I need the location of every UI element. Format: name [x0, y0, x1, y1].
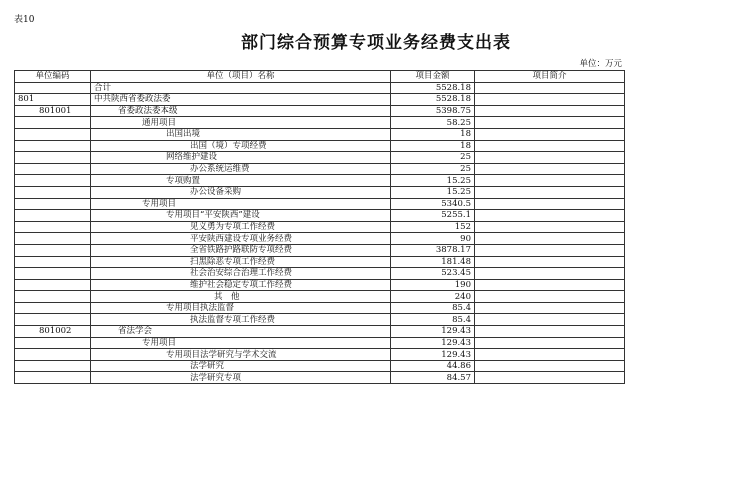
item-name-cell: 专用项目执法监督: [91, 302, 391, 314]
table-row: [15, 163, 625, 175]
amount-cell: 15.25: [391, 175, 475, 187]
table-row: [15, 117, 625, 129]
item-name-cell: 其 他: [91, 291, 391, 303]
unit-code-cell: [15, 117, 91, 129]
item-name-cell: 全省铁路护路联防专项经费: [91, 244, 391, 256]
item-name-cell: 通用项目: [91, 117, 391, 129]
intro-cell: [475, 221, 625, 233]
table-row: [15, 82, 625, 94]
budget-table: [14, 70, 625, 384]
header-unit-code: 单位编码: [15, 71, 91, 83]
unit-code-cell: [15, 302, 91, 314]
item-name-cell: 扫黑除恶专项工作经费: [91, 256, 391, 268]
intro-cell: [475, 244, 625, 256]
amount-cell: 85.4: [391, 302, 475, 314]
header-intro: 项目简介: [475, 71, 625, 83]
amount-cell: 5528.18: [391, 82, 475, 94]
item-name-cell: 法学研究: [91, 360, 391, 372]
unit-code-cell: [15, 268, 91, 280]
item-name-cell: 见义勇为专项工作经费: [91, 221, 391, 233]
table-row: [15, 140, 625, 152]
intro-cell: [475, 163, 625, 175]
table-row: [15, 372, 625, 384]
amount-cell: 58.25: [391, 117, 475, 129]
intro-cell: [475, 198, 625, 210]
amount-cell: 18: [391, 140, 475, 152]
unit-code-cell: [15, 233, 91, 245]
unit-code-cell: [15, 244, 91, 256]
table-body: [15, 82, 625, 383]
unit-code-cell: [15, 198, 91, 210]
table-row: [15, 94, 625, 106]
amount-cell: 84.57: [391, 372, 475, 384]
amount-cell: 3878.17: [391, 244, 475, 256]
intro-cell: [475, 314, 625, 326]
intro-cell: [475, 268, 625, 280]
item-name-cell: 社会治安综合治理工作经费: [91, 268, 391, 280]
table-row: [15, 198, 625, 210]
table-row: [15, 256, 625, 268]
unit-code-cell: 801001: [15, 105, 91, 117]
unit-code-cell: [15, 221, 91, 233]
item-name-cell: 省委政法委本级: [91, 105, 391, 117]
item-name-cell: 网络维护建设: [91, 152, 391, 164]
intro-cell: [475, 279, 625, 291]
table-row: [15, 314, 625, 326]
table-row: [15, 291, 625, 303]
unit-code-cell: [15, 372, 91, 384]
intro-cell: [475, 186, 625, 198]
amount-cell: 129.43: [391, 326, 475, 338]
unit-code-cell: [15, 186, 91, 198]
amount-cell: 44.86: [391, 360, 475, 372]
unit-code-cell: [15, 175, 91, 187]
intro-cell: [475, 152, 625, 164]
table-row: [15, 175, 625, 187]
amount-cell: 152: [391, 221, 475, 233]
unit-code-cell: [15, 82, 91, 94]
amount-cell: 85.4: [391, 314, 475, 326]
intro-cell: [475, 82, 625, 94]
table-row: [15, 233, 625, 245]
amount-cell: 5340.5: [391, 198, 475, 210]
item-name-cell: 平安陕西建设专项业务经费: [91, 233, 391, 245]
header-item-name: 单位（项目）名称: [91, 71, 391, 83]
intro-cell: [475, 94, 625, 106]
amount-cell: 5528.18: [391, 94, 475, 106]
table-number: 表10: [14, 15, 35, 25]
unit-code-cell: 801002: [15, 326, 91, 338]
table-row: [15, 210, 625, 222]
unit-code-cell: [15, 140, 91, 152]
table-row: [15, 279, 625, 291]
intro-cell: [475, 372, 625, 384]
unit-code-cell: [15, 279, 91, 291]
item-name-cell: 省法学会: [91, 326, 391, 338]
item-name-cell: 专用项目“平安陕西”建设: [91, 210, 391, 222]
table-row: [15, 326, 625, 338]
table-row: [15, 152, 625, 164]
table-row: [15, 105, 625, 117]
amount-cell: 129.43: [391, 337, 475, 349]
unit-code-cell: [15, 291, 91, 303]
table-row: [15, 268, 625, 280]
intro-cell: [475, 233, 625, 245]
unit-label: 单位：万元: [579, 59, 622, 69]
item-name-cell: 法学研究专项: [91, 372, 391, 384]
amount-cell: 240: [391, 291, 475, 303]
amount-cell: 25: [391, 163, 475, 175]
table-row: [15, 186, 625, 198]
item-name-cell: 执法监督专项工作经费: [91, 314, 391, 326]
amount-cell: 25: [391, 152, 475, 164]
unit-code-cell: [15, 256, 91, 268]
amount-cell: 190: [391, 279, 475, 291]
table-row: [15, 360, 625, 372]
amount-cell: 5398.75: [391, 105, 475, 117]
item-name-cell: 出国出境: [91, 128, 391, 140]
amount-cell: 90: [391, 233, 475, 245]
header-amount: 项目金额: [391, 71, 475, 83]
item-name-cell: 中共陕西省委政法委: [91, 94, 391, 106]
intro-cell: [475, 291, 625, 303]
unit-code-cell: [15, 360, 91, 372]
unit-code-cell: [15, 314, 91, 326]
intro-cell: [475, 105, 625, 117]
amount-cell: 129.43: [391, 349, 475, 361]
item-name-cell: 专项购置: [91, 175, 391, 187]
table-row: [15, 349, 625, 361]
amount-cell: 5255.1: [391, 210, 475, 222]
table-row: [15, 128, 625, 140]
intro-cell: [475, 349, 625, 361]
intro-cell: [475, 360, 625, 372]
intro-cell: [475, 128, 625, 140]
item-name-cell: 专用项目: [91, 198, 391, 210]
item-name-cell: 出国（境）专项经费: [91, 140, 391, 152]
table-row: [15, 302, 625, 314]
intro-cell: [475, 175, 625, 187]
intro-cell: [475, 140, 625, 152]
unit-code-cell: [15, 349, 91, 361]
unit-code-cell: [15, 337, 91, 349]
item-name-cell: 专用项目: [91, 337, 391, 349]
table-row: [15, 244, 625, 256]
intro-cell: [475, 337, 625, 349]
unit-code-cell: [15, 210, 91, 222]
intro-cell: [475, 256, 625, 268]
amount-cell: 15.25: [391, 186, 475, 198]
item-name-cell: 专用项目法学研究与学术交流: [91, 349, 391, 361]
intro-cell: [475, 326, 625, 338]
item-name-cell: 合计: [91, 82, 391, 94]
unit-code-cell: [15, 163, 91, 175]
table-header-row: [15, 71, 625, 83]
amount-cell: 18: [391, 128, 475, 140]
amount-cell: 181.48: [391, 256, 475, 268]
intro-cell: [475, 302, 625, 314]
page-title: 部门综合预算专项业务经费支出表: [241, 33, 511, 53]
unit-code-cell: [15, 152, 91, 164]
unit-code-cell: 801: [15, 94, 91, 106]
item-name-cell: 办公系统运维费: [91, 163, 391, 175]
intro-cell: [475, 117, 625, 129]
item-name-cell: 维护社会稳定专项工作经费: [91, 279, 391, 291]
amount-cell: 523.45: [391, 268, 475, 280]
item-name-cell: 办公设备采购: [91, 186, 391, 198]
unit-code-cell: [15, 128, 91, 140]
table-row: [15, 221, 625, 233]
table-row: [15, 337, 625, 349]
intro-cell: [475, 210, 625, 222]
